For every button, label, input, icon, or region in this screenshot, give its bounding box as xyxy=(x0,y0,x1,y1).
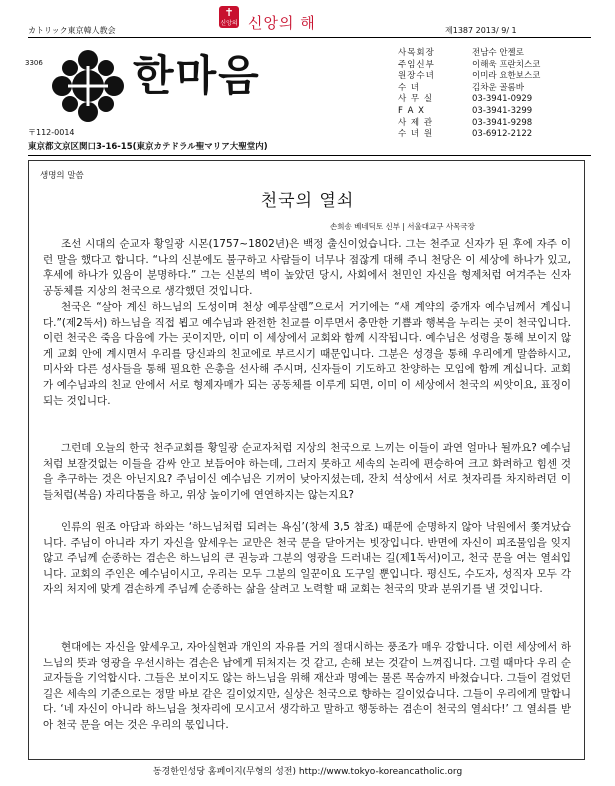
article-paragraph-4: 인류의 원조 아담과 하와는 ‘하느님처럼 되려는 욕심’(창세 3,5 참조) 때문에 순명하지 않아 낙원에서 쫓겨났습니다. 주님이 아니라 자기 자신을 앞세우는 교만은 천국 문을 닫아거는 빗장입니다. 반면에 자신이 피조물임을 잊지 않고 주님께 순종하는 겸손은 하느님의 큰 권능과 그분의 영광을 드러내는 길(제1독서)이고, 천국 문을 여는 열쇠입니다. 교회의 주인은 예수님이시고, 우리는 모두 그분의 일꾼이요 도구일 뿐입니다. 평신도, 수도자, 성직자 모두 각자의 처지에 맞게 겸손하게 주님께 순종하는 삶을 살려고 노력할 때 교회는 천국의 맛과 분위기를 낼 것입니다. xyxy=(43,521,571,596)
staff-value: 김차운 골롬바 xyxy=(472,82,524,93)
flower-cross-logo-icon xyxy=(48,46,128,126)
staff-value: 03-3941-9298 xyxy=(472,117,533,128)
church-address: 東京都文京区関口3-16-15(東京カテドラル聖マリア大聖堂内) xyxy=(28,142,268,152)
issue-info: 제1387 2013/ 9/ 1 xyxy=(445,26,517,35)
masthead-title: 한마음 xyxy=(133,51,261,100)
staff-directory xyxy=(398,48,544,141)
article-byline: 손희송 베네딕토 신부 | 서울대교구 사목국장 xyxy=(330,222,475,231)
staff-row xyxy=(398,60,544,72)
article-paragraph-5: 현대에는 자신을 앞세우고, 자아실현과 개인의 자유를 거의 절대시하는 풍조가 매우 강합니다. 이런 세상에서 하느님의 뜻과 영광을 우선시하는 겸손은 남에게 뒤처지는 것 같고, 손해 보는 것같이 느껴집니다. 그럴 때마다 우리 순교자들을 기억합시다. 그들은 보이지도 않는 하느님을 위해 재산과 명예는 물론 목숨까지 바쳤습니다. 그들이 걸었던 길은 세속의 기준으로는 정말 바보 같은 길이었지만, 실상은 천국으로 향하는 길이었습니다. 그들이 우리에게 말합니다. ‘네 자신이 아니라 하느님을 첫자리에 모시고서 생각하고 말하고 행동하는 겸손이 천국의 열쇠다!’ 그 열쇠를 받아 천국 문을 여는 것은 우리의 몫입니다. xyxy=(43,641,571,731)
section-label: 생명의 말씀 xyxy=(40,171,84,181)
staff-role: 사 제 관 xyxy=(398,117,434,128)
year-of-faith-logo xyxy=(219,6,239,36)
staff-row xyxy=(398,106,544,118)
staff-value: 03-6912-2122 xyxy=(472,129,533,140)
staff-role: 사목회장 xyxy=(398,48,435,58)
article-paragraph-1: 조선 시대의 순교자 황일광 시몬(1757~1802년)은 백정 출신이었습니다. 그는 천주교 신자가 된 후에 자주 이런 말을 했다고 합니다. “나의 신분에도 불구하고 사람들이 너무나 점잖게 대해 주니 천당은 이 세상에 하나가 있고, 후세에 하나가 있음이 분명하다.” 그는 신분의 벽이 높았던 당시, 사회에서 천민인 자신을 형제처럼 여겨주는 신자 공동체를 지상의 천국으로 생각했던 것입니다. xyxy=(43,238,571,297)
staff-role: 사 무 실 xyxy=(398,94,434,105)
staff-value: 이미라 요한보스코 xyxy=(472,71,541,82)
footer-homepage: 동경한인성당 홈페이지(무형의 성전) http://www.tokyo-koreancatholic.org xyxy=(152,767,463,777)
staff-value: 03-3941-0929 xyxy=(472,94,533,105)
staff-value: 이해욱 프란치스코 xyxy=(472,59,541,70)
year-badge-text: 신앙의 해 xyxy=(220,20,238,36)
year-title: 신앙의 해 xyxy=(248,14,316,32)
header-divider xyxy=(28,155,591,156)
staff-row xyxy=(398,71,544,83)
postal-code: 〒112-0014 xyxy=(28,128,75,137)
staff-role: 원장수녀 xyxy=(398,71,435,82)
top-divider xyxy=(28,37,591,38)
staff-value: 03-3941-3299 xyxy=(472,105,533,116)
staff-row xyxy=(398,129,544,141)
staff-row xyxy=(398,48,544,60)
church-name: カトリック東京韓人教会 xyxy=(28,26,116,35)
staff-role: 수 녀 원 xyxy=(398,129,434,140)
article-title: 천국의 열쇠 xyxy=(260,191,355,211)
article-paragraph-3: 그런데 오늘의 한국 천주교회를 황일광 순교자처럼 지상의 천국으로 느끼는 이들이 과연 얼마나 될까요? 예수님처럼 보잘것없는 이들을 감싸 안고 보듬어야 하는데, 그러지 못하고 세속의 논리에 편승하여 크고 화려하고 힘센 것을 추구하는 것은 아닌지요? 주님이신 예수님은 기꺼이 낮아지셨는데, 잔치 석상에서 서로 첫자리를 차지하려던 이들처럼(복음) 자리다툼을 하고, 위상 높이기에 연연하지는 않는지요? xyxy=(43,442,571,501)
cross-flame-icon: ✝ xyxy=(224,6,234,19)
staff-row xyxy=(398,94,544,106)
staff-row xyxy=(398,118,544,130)
staff-role: 주임신부 xyxy=(398,59,435,70)
staff-role: 수 녀 xyxy=(398,82,421,93)
staff-row xyxy=(398,83,544,95)
article-paragraph-2: 천국은 “살아 계신 하느님의 도성이며 천상 예루살렘”으로서 거기에는 “새 계약의 중개자 예수님께서 계십니다.”(제2독서) 하느님을 직접 뵙고 예수님과 완전한 친교를 이루면서 충만한 기쁨과 행복을 누리는 곳이 천국입니다. 이런 천국은 죽음 다음에 가는 곳이지만, 이미 이 세상에서 교회와 함께 시작됩니다. 예수님은 성령을 통해 보이지 않게 교회 안에 계시면서 우리를 당신과의 친교에로 부르시기 때문입니다. 그분은 성경을 통해 우리에게 말씀하시고, 미사와 다른 성사들을 통해 필요한 은총을 선사해 주시며, 신자들이 기도하고 찬양하는 모임에 함께 계십니다. 교회가 예수님과의 친교 안에서 서로 형제자매가 되는 공동체를 이루게 되면, 이미 이 세상에서 천국의 씨앗이요, 표징이 되는 것입니다. xyxy=(43,301,571,407)
staff-role: F A X xyxy=(398,105,425,116)
staff-value: 전남수 안젤로 xyxy=(472,48,524,58)
code-number: 3306 xyxy=(25,59,43,67)
